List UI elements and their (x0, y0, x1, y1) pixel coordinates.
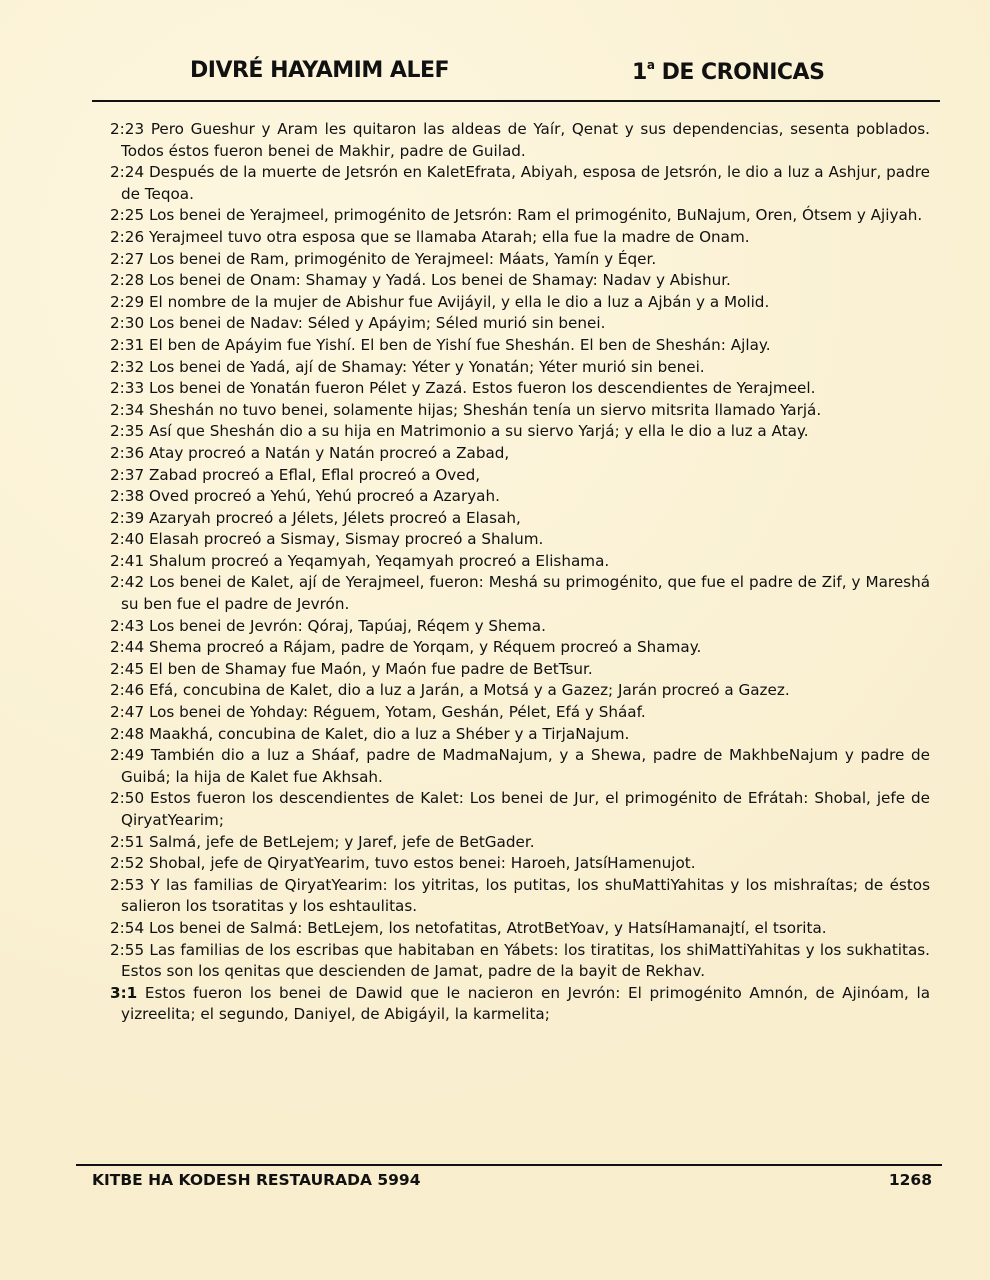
verse (110, 702, 930, 724)
verse-ref: 2:28 (110, 271, 145, 290)
verse (110, 853, 930, 875)
verse-ref: 2:36 (110, 443, 145, 462)
verse-ref: 2:42 (110, 573, 145, 592)
verse (110, 313, 930, 335)
verse-text: Azaryah procreó a Jélets, Jélets procreó a Elasah, (148, 508, 521, 527)
verse-ref: 2:37 (110, 465, 145, 484)
verse-ref: 2:45 (110, 659, 145, 678)
verse-text: Shobal, jefe de QiryatYearim, tuvo estos benei: Haroeh, JatsíHamenujot. (148, 854, 696, 873)
verse-list (110, 119, 930, 1026)
verse-text: Los benei de Yonatán fueron Pélet y Zazá. Estos fueron los descendientes de Yerajmeel. (148, 379, 816, 398)
verse (110, 270, 930, 292)
verse (110, 335, 930, 357)
verse-text: Después de la muerte de Jetsrón en KaletEfrata, Abiyah, esposa de Jetsrón, le dio a luz a Ashjur, padre de Teqoa. (121, 163, 930, 203)
verse-text: Pero Gueshur y Aram les quitaron las aldeas de Yaír, Qenat y sus dependencias, sesenta poblados. Todos éstos fueron benei de Makhir, padre de Guilad. (121, 120, 930, 160)
page-header (92, 58, 940, 98)
verse-text: Estos fueron los descendientes de Kalet: Los benei de Jur, el primogénito de Efrátah: Shobal, jefe de QiryatYearim; (121, 789, 930, 829)
verse-text: Efá, concubina de Kalet, dio a luz a Jarán, a Motsá y a Gazez; Jarán procreó a Gazez. (148, 681, 790, 700)
verse-ref: 2:50 (110, 789, 145, 808)
verse (110, 378, 930, 400)
verse-ref: 2:52 (110, 854, 145, 873)
verse-ref: 2:23 (110, 120, 145, 138)
verse (110, 983, 930, 1026)
verse-text: Así que Sheshán dio a su hija en Matrimonio a su siervo Yarjá; y ella le dio a luz a Atay. (148, 422, 809, 441)
verse-ref: 2:44 (110, 638, 145, 657)
verse (110, 680, 930, 702)
edition-label: KITBE HA KODESH RESTAURADA 5994 (92, 1171, 421, 1189)
verse-ref: 2:29 (110, 292, 145, 311)
verse-text: Salmá, jefe de BetLejem; y Jaref, jefe de BetGader. (148, 832, 535, 851)
verse-ref: 2:24 (110, 163, 145, 182)
verse (110, 529, 930, 551)
header-rule (92, 100, 940, 102)
verse (110, 551, 930, 573)
verse (110, 745, 930, 788)
verse (110, 875, 930, 918)
verse-ref: 2:43 (110, 616, 145, 635)
verse-text: El ben de Shamay fue Maón, y Maón fue padre de BetTsur. (148, 659, 593, 678)
verse-text: También dio a luz a Sháaf, padre de MadmaNajum, y a Shewa, padre de MakhbeNajum y padre de Guibá; la hija de Kalet fue Akhsah. (121, 746, 930, 786)
verse-text: Yerajmeel tuvo otra esposa que se llamaba Atarah; ella fue la madre de Onam. (148, 227, 750, 246)
verse-ref: 2:35 (110, 422, 145, 441)
verse-ref: 2:51 (110, 832, 145, 851)
verse-ref: 2:39 (110, 508, 145, 527)
verse (110, 162, 930, 205)
verse-text: Atay procreó a Natán y Natán procreó a Zabad, (148, 443, 510, 462)
verse-ref: 2:34 (110, 400, 145, 419)
verse-ref: 2:30 (110, 314, 145, 333)
verse (110, 357, 930, 379)
verse-text: Los benei de Yohday: Réguem, Yotam, Geshán, Pélet, Efá y Sháaf. (148, 703, 646, 722)
verse (110, 572, 930, 615)
verse (110, 119, 930, 162)
verse (110, 832, 930, 854)
verse-text: Los benei de Jevrón: Qóraj, Tapúaj, Réqem y Shema. (148, 616, 546, 635)
verse (110, 508, 930, 530)
verse-ref: 2:47 (110, 703, 145, 722)
verse (110, 724, 930, 746)
verse-text: Los benei de Yerajmeel, primogénito de Jetsrón: Ram el primogénito, BuNajum, Oren, Ótsem y Ajiyah. (148, 206, 923, 225)
verse-ref: 2:41 (110, 551, 145, 570)
verse-text: Los benei de Nadav: Séled y Apáyim; Séled murió sin benei. (148, 314, 606, 333)
verse-ref: 2:40 (110, 530, 145, 549)
verse-ref: 2:54 (110, 918, 145, 937)
verse-ref: 2:46 (110, 681, 145, 700)
verse-text: Los benei de Yadá, ají de Shamay: Yéter y Yonatán; Yéter murió sin benei. (148, 357, 705, 376)
verse-text: El ben de Apáyim fue Yishí. El ben de Yishí fue Sheshán. El ben de Sheshán: Ajlay. (148, 335, 771, 354)
verse-ref: 2:31 (110, 335, 145, 354)
verse-ref: 2:32 (110, 357, 145, 376)
verse-ref: 2:53 (110, 875, 145, 894)
verse-text: El nombre de la mujer de Abishur fue Avijáyil, y ella le dio a luz a Ajbán y a Molid. (148, 292, 770, 311)
chapter-title-sup: a (646, 58, 655, 72)
verse (110, 659, 930, 681)
book-title: DIVRÉ HAYAMIM ALEF (190, 58, 450, 83)
verse (110, 486, 930, 508)
verse-ref: 3:1 (110, 983, 138, 1002)
verse-ref: 2:25 (110, 206, 145, 225)
verse (110, 421, 930, 443)
verse-ref: 2:26 (110, 227, 145, 246)
verse-text: Estos fueron los benei de Dawid que le nacieron en Jevrón: El primogénito Amnón, de Ajinóam, la yizreelita; el segundo, Daniyel, de Abigáyil, la karmelita; (121, 983, 930, 1024)
verse (110, 227, 930, 249)
verse (110, 637, 930, 659)
verse-text: Elasah procreó a Sismay, Sismay procreó a Shalum. (148, 530, 544, 549)
verse-ref: 2:33 (110, 379, 145, 398)
verse-ref: 2:48 (110, 724, 145, 743)
verse-text: Y las familias de QiryatYearim: los yitritas, los putitas, los shuMattiYahitas y los mishraítas; de éstos salieron los tsoratitas y los eshtaulitas. (121, 875, 930, 916)
verse (110, 465, 930, 487)
verse-ref: 2:27 (110, 249, 145, 268)
verse-text: Zabad procreó a Eflal, Eflal procreó a Oved, (148, 465, 481, 484)
verse-text: Shema procreó a Rájam, padre de Yorqam, y Réquem procreó a Shamay. (148, 638, 702, 657)
verse-text: Shalum procreó a Yeqamyah, Yeqamyah procreó a Elishama. (148, 551, 610, 570)
verse-text: Sheshán no tuvo benei, solamente hijas; Sheshán tenía un siervo mitsrita llamado Yarjá. (148, 400, 822, 419)
verse-text: Maakhá, concubina de Kalet, dio a luz a Shéber y a TirjaNajum. (148, 724, 630, 743)
verse-text: Los benei de Ram, primogénito de Yerajmeel: Máats, Yamín y Éqer. (148, 249, 657, 268)
verse-ref: 2:38 (110, 487, 145, 506)
verse (110, 616, 930, 638)
verse-ref: 2:55 (110, 940, 145, 959)
verse-text: Los benei de Onam: Shamay y Yadá. Los benei de Shamay: Nadav y Abishur. (148, 271, 731, 290)
verse-text: Los benei de Kalet, ají de Yerajmeel, fueron: Meshá su primogénito, que fue el padre de Zif, y Mareshá su ben fue el padre de Jevrón. (121, 573, 931, 614)
verse (110, 918, 930, 940)
verse-text: Las familias de los escribas que habitaban en Yábets: los tiratitas, los shiMattiYahitas y los sukhatitas. Estos son los qenitas que descienden de Jamat, padre de la bayit de Rekhav. (121, 940, 930, 981)
verse (110, 249, 930, 271)
chapter-title-number: 1 (632, 60, 647, 85)
verse-ref: 2:49 (110, 746, 145, 765)
verse (110, 292, 930, 314)
verse-text: Los benei de Salmá: BetLejem, los netofatitas, AtrotBetYoav, y HatsíHamanajtí, el tsorita. (148, 918, 827, 937)
verse (110, 940, 930, 983)
verse-text: Oved procreó a Yehú, Yehú procreó a Azaryah. (148, 487, 500, 506)
verse (110, 788, 930, 831)
verse (110, 400, 930, 422)
chapter-title (632, 58, 824, 85)
page-number: 1268 (888, 1171, 932, 1189)
verse (110, 205, 930, 227)
footer-rule (76, 1164, 942, 1166)
chapter-title-text: DE CRONICAS (654, 60, 825, 85)
verse (110, 443, 930, 465)
